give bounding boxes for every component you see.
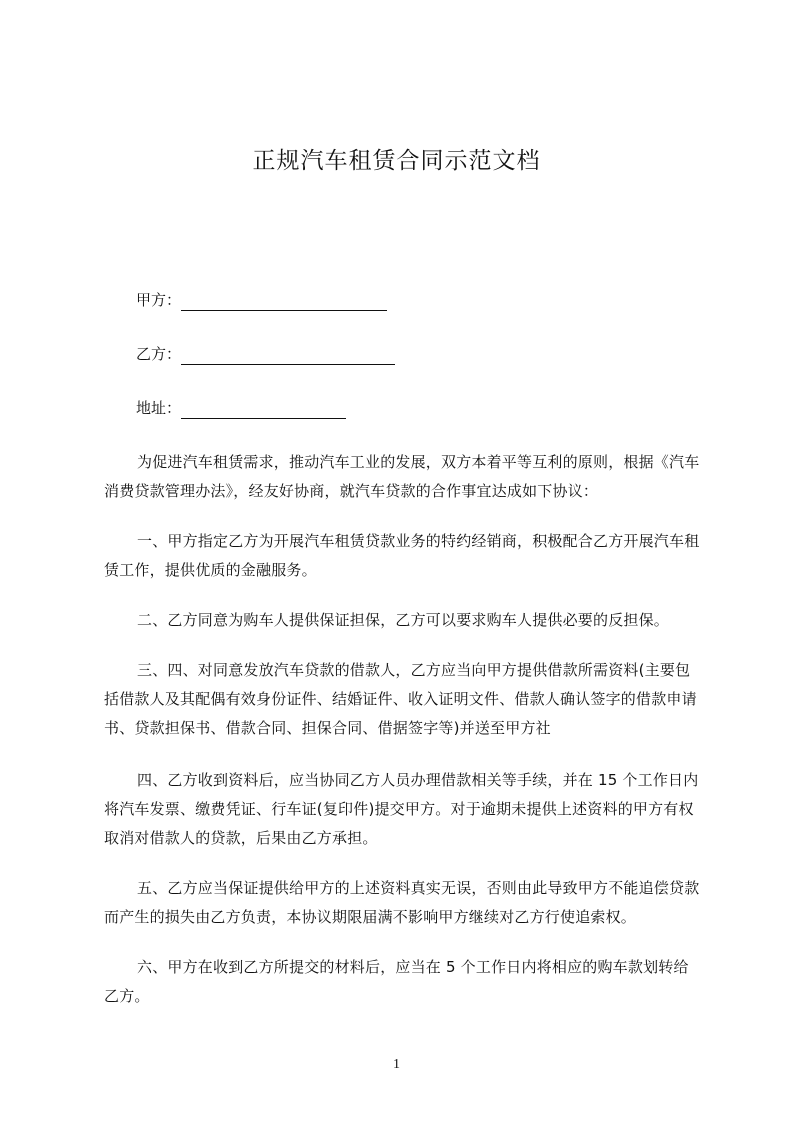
clause-3-text: 三、四、对同意发放汽车贷款的借款人，乙方应当向甲方提供借款所需资料(主要包括借款人及其配偶有效身份证件、结婚证件、收入证明文件、借款人确认签字的借款申请书、贷款担保书、借款合同、担保合同、借据签字等)并送至甲方社 [104, 661, 697, 737]
party-a-label: 甲方： [136, 291, 182, 309]
party-a-blank-line [181, 294, 387, 311]
party-b-field [136, 343, 395, 365]
clause-2-text: 二、乙方同意为购车人提供保证担保，乙方可以要求购车人提供必要的反担保。 [137, 611, 670, 629]
clause-4-paragraph [104, 766, 702, 853]
intro-text: 为促进汽车租赁需求，推动汽车工业的发展，双方本着平等互利的原则，根据《汽车消费贷款管理办法》，经友好协商，就汽车贷款的合作事宜达成如下协议： [104, 453, 700, 500]
clause-1-text: 一、甲方指定乙方为开展汽车租赁贷款业务的特约经销商，积极配合乙方开展汽车租赁工作，提供优质的金融服务。 [104, 532, 700, 579]
document-title: 正规汽车租赁合同示范文档 [252, 148, 541, 174]
clause-2-paragraph [104, 606, 702, 635]
intro-paragraph [104, 448, 702, 506]
clause-1-paragraph [104, 527, 702, 585]
clause-5-paragraph [104, 874, 702, 932]
clause-3-paragraph [104, 656, 702, 743]
address-field [136, 397, 346, 419]
page-number: 1 [393, 1057, 400, 1072]
party-b-blank-line [181, 348, 395, 365]
clause-5-text: 五、乙方应当保证提供给甲方的上述资料真实无误，否则由此导致甲方不能追偿贷款而产生的损失由乙方负责，本协议期限届满不影响甲方继续对乙方行使追索权。 [104, 879, 700, 926]
clause-6-text: 六、甲方在收到乙方所提交的材料后，应当在 5 个工作日内将相应的购车款划转给乙方。 [104, 958, 689, 1005]
clause-4-text: 四、乙方收到资料后，应当协同乙方人员办理借款相关等手续，并在 15 个工作日内将汽车发票、缴费凭证、行车证(复印件)提交甲方。对于逾期未提供上述资料的甲方有权取消对借款人的贷款，后果由乙方承担。 [104, 771, 699, 847]
party-a-field [136, 289, 387, 311]
address-label: 地址： [136, 399, 182, 417]
address-blank-line [181, 402, 346, 419]
party-b-label: 乙方： [136, 345, 182, 363]
clause-6-paragraph [104, 953, 702, 1011]
